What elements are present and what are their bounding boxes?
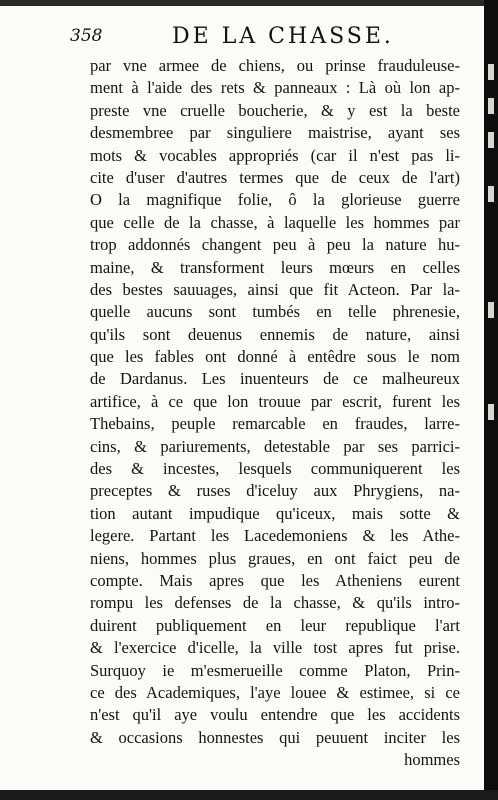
facing-page-fragment	[488, 64, 494, 80]
facing-page-fragment	[488, 404, 494, 420]
text-line: quelle aucuns sont tumbés en telle phrenesie,	[90, 302, 460, 322]
text-line: legere. Partant les Lacedemoniens & les Athe-	[90, 526, 460, 546]
facing-page-fragment	[488, 302, 494, 318]
text-line: trop addonnés changent peu à peu la nature hu-	[90, 235, 460, 255]
facing-page-edge	[484, 0, 498, 790]
running-head: DE LA CHASSE.	[172, 24, 394, 49]
body-text	[90, 55, 460, 772]
text-line: ce des Academiques, l'aye louee & estimee, si ce	[90, 682, 460, 702]
text-line: compte. Mais apres que les Atheniens eurent	[90, 570, 460, 590]
text-line: tion autant impudique qu'iceux, mais sotte &	[90, 503, 460, 523]
text-line: de Dardanus. Les inuenteurs de ce malheureux	[90, 369, 460, 389]
text-line: & occasions honnestes qui peuuent inciter les	[90, 727, 460, 747]
text-line: preste vne cruelle boucherie, & y est la beste	[90, 100, 460, 120]
bottom-scan-edge	[0, 790, 498, 800]
text-line: rompu les defenses de la chasse, & qu'ils intro-	[90, 593, 460, 613]
facing-page-fragment	[488, 186, 494, 202]
text-line: Thebains, peuple remarcable en fraudes, larre-	[90, 414, 460, 434]
text-line: cins, & pariurements, detestable par ses parrici-	[90, 436, 460, 456]
text-line: ment à l'aide des rets & panneaux : Là où lon ap-	[90, 78, 460, 98]
text-line: & l'exercice d'icelle, la ville tost apres fut prise.	[90, 638, 460, 658]
text-line: que les fables ont donné à entêdre sous le nom	[90, 347, 460, 367]
text-line: duirent publiquement en leur republique l'art	[90, 615, 460, 635]
text-line: artifice, à ce que lon trouue par escrit, furent les	[90, 391, 460, 411]
page-header	[70, 24, 460, 48]
text-line: des bestes sauuages, ainsi que fit Acteon. Par la-	[90, 279, 460, 299]
facing-page-fragment	[488, 98, 494, 114]
top-scan-edge	[0, 0, 484, 6]
text-line: cite d'user d'autres termes que de ceux de l'art)	[90, 167, 460, 187]
text-line: preceptes & ruses d'iceluy aux Phrygiens, na-	[90, 481, 460, 501]
text-line: qu'ils sont deuenus ennemis de nature, ainsi	[90, 324, 460, 344]
text-line: O la magnifique folie, ô la glorieuse guerre	[90, 190, 460, 210]
page-number: 358	[70, 26, 103, 46]
text-line: Surquoy ie m'esmerueille comme Platon, Prin-	[90, 660, 460, 680]
text-line: par vne armee de chiens, ou prinse frauduleuse-	[90, 56, 460, 75]
text-line: desmembree par singuliere maistrise, ayant ses	[90, 123, 460, 143]
catchword: hommes	[404, 750, 460, 770]
text-line: niens, hommes plus graues, en ont faict peu de	[90, 548, 460, 568]
text-line: maine, & transforment leurs mœurs en celles	[90, 257, 460, 277]
text-line: que celle de la chasse, à laquelle les hommes par	[90, 212, 460, 232]
text-line: n'est qu'il aye voulu entendre que les accidents	[90, 705, 460, 725]
facing-page-fragment	[488, 132, 494, 148]
text-line: des & incestes, lesquels communiquerent les	[90, 459, 460, 479]
text-line: mots & vocables appropriés (car il n'est pas li-	[90, 145, 460, 165]
